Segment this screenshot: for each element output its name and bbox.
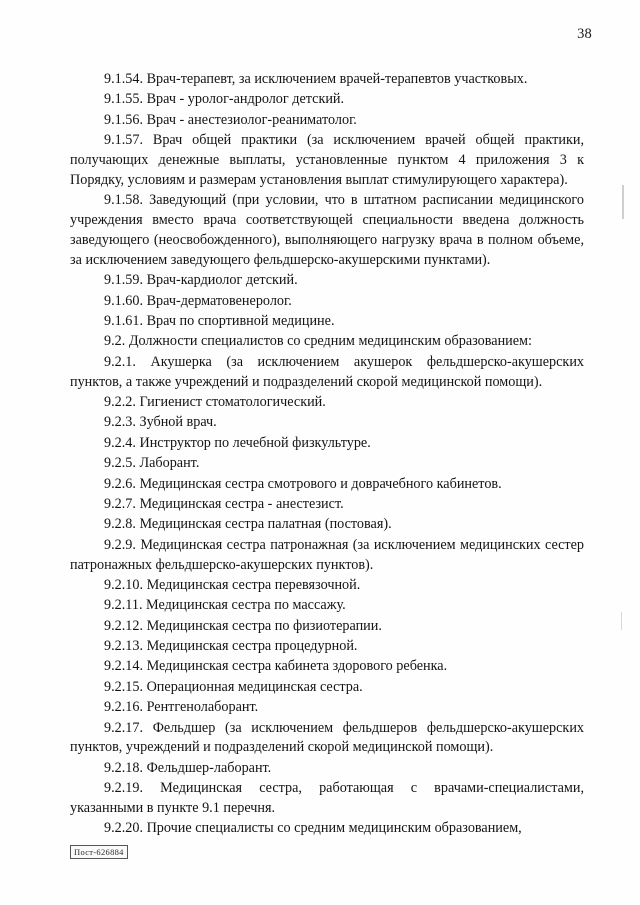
- paragraph: 9.2.13. Медицинская сестра процедурной.: [104, 638, 358, 654]
- paragraph: 9.2.10. Медицинская сестра перевязочной.: [104, 576, 361, 593]
- paragraph: 9.2.6. Медицинская сестра смотрового и доврачебного кабинетов.: [104, 475, 502, 492]
- paragraph: 9.2.7. Медицинская сестра - анестезист.: [104, 495, 344, 512]
- paragraph: 9.2.19. Медицинская сестра, работающая с врачами-специалистами, указанными в пункте 9.1 перечня.: [70, 780, 584, 816]
- paragraph: 9.2.15. Операционная медицинская сестра.: [104, 678, 363, 695]
- paragraph: 9.1.61. Врач по спортивной медицине.: [104, 313, 335, 329]
- paragraph: 9.1.57. Врач общей практики (за исключением врачей общей практики, получающих денежные выплаты, установленные пунктом 4 приложения 3 к Порядку, условиям и размерам установления выплат стимулирующего характера).: [70, 132, 584, 188]
- paragraph: 9.2.16. Рентгенолаборант.: [104, 699, 259, 716]
- paragraph: 9.2.3. Зубной врач.: [104, 414, 217, 431]
- paragraph: 9.1.56. Врач - анестезиолог-реаниматолог.: [104, 111, 357, 128]
- paragraph: 9.1.58. Заведующий (при условии, что в штатном расписании медицинского учреждения вместо врача соответствующей специальности введена должность заведующего (неосвобожденного), выполняющего нагрузку врача в полном объеме, за исключением заведующего фельдшерско-акушерскими пунктами).: [70, 192, 584, 268]
- paragraph: 9.2.2. Гигиенист стоматологический.: [104, 394, 326, 410]
- paragraph: 9.1.59. Врач-кардиолог детский.: [104, 272, 298, 289]
- page-edge-mark-secondary: [621, 612, 622, 630]
- paragraph: 9.1.55. Врач - уролог-андролог детский.: [104, 91, 345, 108]
- paragraph: 9.2.9. Медицинская сестра патронажная (за исключением медицинских сестер патронажных фельдшерско-акушерских пунктов).: [70, 536, 584, 573]
- page-edge-mark: [622, 185, 624, 219]
- paragraph: 9.2.11. Медицинская сестра по массажу.: [104, 597, 346, 614]
- paragraph: 9.1.54. Врач-терапевт, за исключением врачей-терапевтов участковых.: [104, 71, 528, 87]
- paragraph: 9.2.4. Инструктор по лечебной физкультуре.: [104, 434, 371, 451]
- paragraph: 9.2.5. Лаборант.: [104, 455, 200, 472]
- document-stamp: Пост-626884: [70, 845, 128, 859]
- page-number: 38: [577, 26, 592, 42]
- paragraph: 9.2. Должности специалистов со средним медицинским образованием:: [104, 333, 532, 350]
- paragraph: 9.2.1. Акушерка (за исключением акушерок фельдшерско-акушерских пунктов, а также учреждений и подразделений скорой медицинской помощи).: [70, 353, 584, 390]
- document-body: [70, 70, 584, 839]
- paragraph: 9.2.20. Прочие специалисты со средним медицинским образованием,: [104, 820, 522, 837]
- paragraph: 9.2.8. Медицинская сестра палатная (постовая).: [104, 516, 392, 533]
- paragraph: 9.2.17. Фельдшер (за исключением фельдшеров фельдшерско-акушерских пунктов, учреждений и подразделений скорой медицинской помощи).: [70, 719, 584, 756]
- paragraph: 9.2.12. Медицинская сестра по физиотерапии.: [104, 617, 382, 634]
- paragraph: 9.1.60. Врач-дерматовенеролог.: [104, 292, 292, 309]
- paragraph: 9.2.14. Медицинская сестра кабинета здорового ребенка.: [104, 658, 448, 675]
- paragraph: 9.2.18. Фельдшер-лаборант.: [104, 759, 272, 776]
